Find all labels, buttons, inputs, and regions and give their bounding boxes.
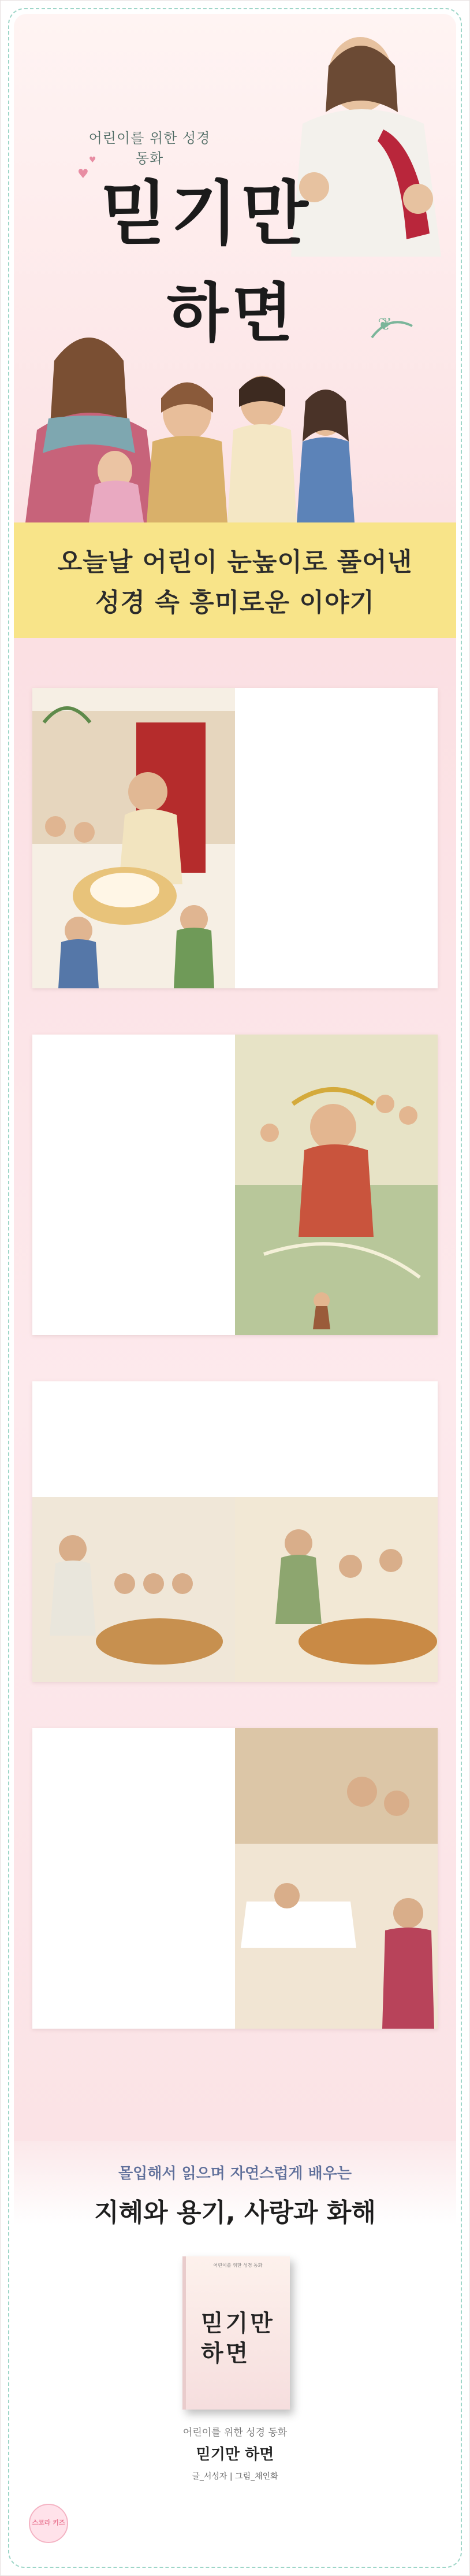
spread-2-illustration: [235, 1035, 438, 1335]
book-title-line1: 믿기만: [201, 2310, 275, 2337]
banner-line1: 오늘날 어린이 눈높이로 풀어낸: [57, 547, 413, 577]
leaf-icon: ❦: [378, 314, 393, 335]
spread-4-text-page: [32, 1728, 235, 2029]
bottom-tagline-large: 지혜와 용기, 사랑과 화해: [94, 2198, 376, 2227]
spread-1-text-page: [235, 688, 438, 988]
hero-subtitle: 어린이를 위한 성경 동화: [88, 130, 211, 166]
book-spread-3: [32, 1381, 438, 1682]
book-spread-4: [32, 1728, 438, 2029]
spread-3-right-page: [235, 1381, 438, 1682]
banner-line2: 성경 속 흥미로운 이야기: [95, 588, 375, 617]
caption-title: 믿기만 하면: [196, 2446, 274, 2463]
book-spread-2: [32, 1035, 438, 1335]
heart-icon: ♥: [89, 155, 96, 165]
caption-credits: 글_서성자 | 그림_채인화: [192, 2472, 278, 2481]
book-series-label: 어린이를 위한 성경 동화: [213, 2263, 263, 2268]
book-spread-1: [32, 688, 438, 988]
spread-3-left-page: [32, 1381, 235, 1682]
spread-3-right-text: [258, 1404, 420, 1508]
book-cover-title: [201, 2308, 275, 2369]
publisher-logo: [29, 2504, 68, 2543]
hero-title-line2: 하면: [167, 276, 297, 350]
spread-2-text-page: [32, 1035, 235, 1335]
book-title-line2: 하면: [201, 2340, 251, 2367]
hero-section: [14, 14, 456, 522]
spread-1-illustration: [32, 688, 235, 988]
spread-4-illustration: [235, 1728, 438, 2029]
heart-icon: ♥: [77, 167, 89, 181]
book-cover: [182, 2256, 290, 2410]
hero-title-line1: 믿기만: [100, 174, 312, 254]
bottom-tagline-small: 몰입해서 읽으며 자연스럽게 배우는: [118, 2165, 352, 2182]
spread-3-left-text: [55, 1404, 218, 1508]
publisher-logo-text: 스코라 키즈: [32, 2519, 65, 2526]
tagline-banner: [14, 522, 456, 638]
caption-series: 어린이를 위한 성경 동화: [182, 2427, 288, 2438]
bottom-section: [14, 2141, 456, 2562]
